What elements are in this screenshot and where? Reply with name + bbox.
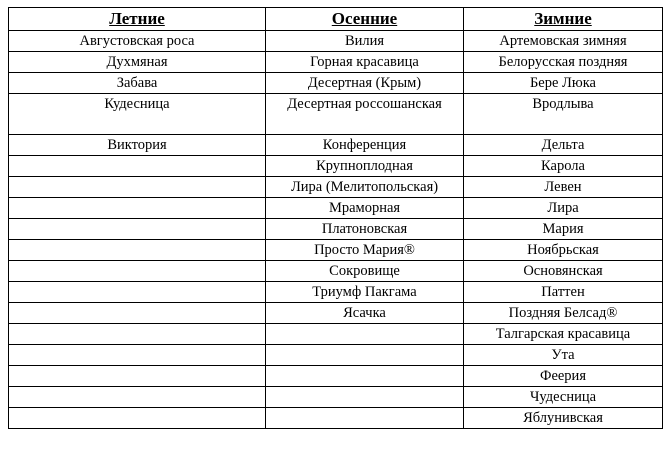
cell-summer [9,198,266,219]
cell-autumn: Десертная россошанская [266,94,464,135]
table-row [9,73,663,94]
cell-summer [9,408,266,429]
cell-autumn [266,387,464,408]
cell-summer [9,303,266,324]
header-winter: Зимние [464,8,663,31]
table-row [9,156,663,177]
cell-winter: Бере Люка [464,73,663,94]
cell-autumn: Триумф Пакгама [266,282,464,303]
cell-summer: Августовская роса [9,31,266,52]
cell-summer: Духмяная [9,52,266,73]
header-row [9,8,663,31]
cell-winter: Основянская [464,261,663,282]
cell-autumn: Конференция [266,135,464,156]
table-row [9,31,663,52]
cell-summer [9,345,266,366]
pear-varieties-table [8,7,663,429]
cell-summer [9,156,266,177]
cell-autumn: Мраморная [266,198,464,219]
cell-winter: Мария [464,219,663,240]
cell-autumn [266,345,464,366]
cell-autumn: Вилия [266,31,464,52]
header-autumn: Осенние [266,8,464,31]
table-row [9,408,663,429]
table-row [9,261,663,282]
table-row [9,135,663,156]
cell-autumn: Десертная (Крым) [266,73,464,94]
cell-autumn: Платоновская [266,219,464,240]
cell-autumn: Лира (Мелитопольская) [266,177,464,198]
cell-summer [9,324,266,345]
cell-autumn: Горная красавица [266,52,464,73]
table-row [9,366,663,387]
cell-winter: Карола [464,156,663,177]
cell-summer [9,261,266,282]
table-row [9,94,663,135]
table-row [9,219,663,240]
header-summer: Летние [9,8,266,31]
cell-summer [9,240,266,261]
table-row [9,303,663,324]
cell-winter: Вродлыва [464,94,663,135]
cell-winter: Талгарская красавица [464,324,663,345]
cell-autumn: Просто Мария® [266,240,464,261]
table-row [9,345,663,366]
cell-autumn [266,366,464,387]
cell-summer: Виктория [9,135,266,156]
cell-winter: Дельта [464,135,663,156]
cell-winter: Артемовская зимняя [464,31,663,52]
cell-summer: Кудесница [9,94,266,135]
cell-winter: Лира [464,198,663,219]
cell-summer [9,177,266,198]
table-row [9,282,663,303]
cell-winter: Левен [464,177,663,198]
cell-autumn: Ясачка [266,303,464,324]
cell-winter: Паттен [464,282,663,303]
cell-autumn: Сокровище [266,261,464,282]
table-row [9,240,663,261]
cell-summer [9,387,266,408]
cell-winter: Ута [464,345,663,366]
table-row [9,52,663,73]
table-row [9,198,663,219]
cell-winter: Яблунивская [464,408,663,429]
cell-autumn [266,324,464,345]
cell-autumn: Крупноплодная [266,156,464,177]
cell-winter: Белорусская поздняя [464,52,663,73]
cell-autumn [266,408,464,429]
table-row [9,177,663,198]
cell-winter: Чудесница [464,387,663,408]
cell-winter: Поздняя Белсад® [464,303,663,324]
cell-summer: Забава [9,73,266,94]
cell-summer [9,282,266,303]
cell-summer [9,366,266,387]
cell-summer [9,219,266,240]
table-row [9,387,663,408]
cell-winter: Ноябрьская [464,240,663,261]
table-row [9,324,663,345]
cell-winter: Феерия [464,366,663,387]
